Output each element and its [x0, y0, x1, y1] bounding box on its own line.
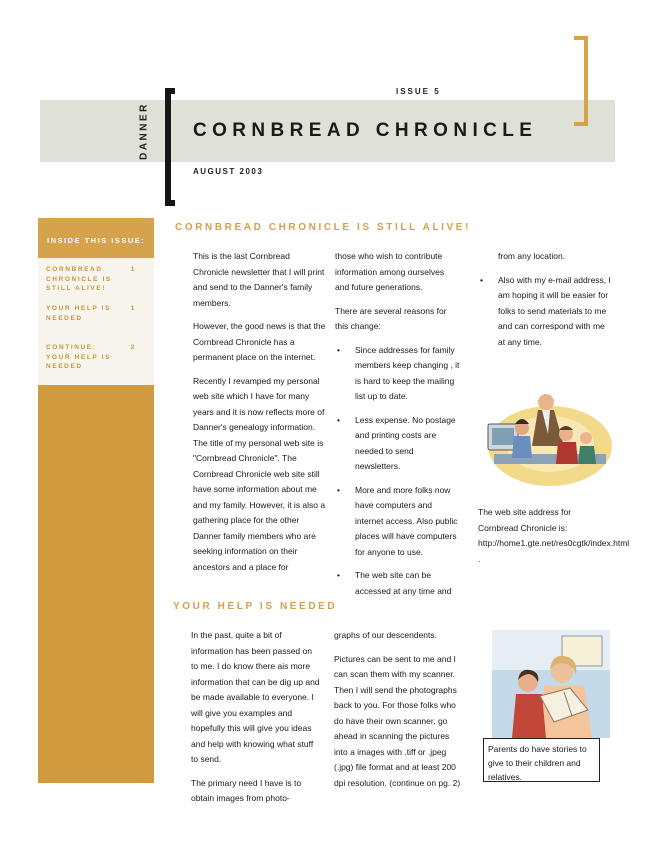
toc-item-label: CONTINUE: YOUR HELP IS NEEDED [46, 344, 111, 370]
article-heading: CORNBREAD CHRONICLE IS STILL ALIVE! [175, 222, 472, 233]
article2-column-1 [191, 628, 321, 815]
list-item: • The web site can be accessed at any time and [335, 568, 460, 599]
sidebar-color-block [38, 385, 154, 783]
family-computer-illustration [486, 384, 614, 492]
list-item: • Since addresses for family members keep changing , it is hard to keep the mailing list up to date. [335, 343, 460, 405]
reasons-list [335, 343, 460, 600]
paragraph: from any location. [498, 251, 566, 261]
family-name-vertical: DANNER [138, 102, 150, 160]
paragraph: The web site address for Cornbread Chronicle is: http://home1.gte.net/res0cgtk/index.html . [478, 507, 630, 564]
article-heading: YOUR HELP IS NEEDED [173, 601, 338, 612]
paragraph: However, the good news is that the Cornbread Chronicle has a permanent place on the internet. [193, 321, 326, 362]
list-item: • Less expense. No postage and printing costs are needed to send newsletters. [335, 413, 460, 475]
left-bracket-ornament [165, 88, 175, 206]
sidebar-heading: INSIDE THIS ISSUE: [38, 218, 154, 258]
paragraph: Pictures can be sent to me and I can scan them with my scanner. Then I will send the photographs back to you. For those folks who do have their own scanner, go ahead in scanning the pictures into a images with .tiff or .jpeg (.jpg) file format and at least 200 dpi resolution. (continue on pg. 2) [334, 653, 461, 788]
newsletter-title: CORNBREAD CHRONICLE [193, 120, 538, 141]
toc-item[interactable] [46, 304, 146, 323]
toc-item-page: 1 [130, 266, 136, 273]
toc-item[interactable] [46, 265, 146, 294]
list-item: • More and more folks now have computers and internet access. Also public places will have computers for anyone to use. [335, 483, 460, 561]
article1-column-3 [478, 249, 613, 358]
toc-item-label: YOUR HELP IS NEEDED [46, 305, 111, 322]
paragraph: In the past, quite a bit of information has been passed on to me. I do know there ais more information that can be dig up and be made available to everyone. I will give you examples and hopefully this will give you ideas and help with knowing what stuff to send. [191, 630, 320, 764]
list-item: • Also with my e-mail address, I am hoping it will be easier for folks to send materials to me and can correspond with me at any time. [478, 273, 613, 351]
toc-item-page: 1 [130, 305, 136, 312]
image-caption: Parents do have stories to give to their children and relatives. [483, 738, 600, 782]
parent-reading-illustration [492, 630, 610, 738]
web-address-note [478, 505, 630, 575]
article1-column-1 [193, 249, 328, 583]
right-bracket-ornament [574, 36, 588, 126]
paragraph: There are several reasons for this change: [335, 305, 447, 331]
article1-column-2 [335, 249, 460, 607]
reasons-list-cont [478, 273, 613, 351]
paragraph: graphs of our descendents. [334, 630, 438, 640]
issue-date: AUGUST 2003 [193, 167, 264, 176]
paragraph: This is the last Cornbread Chronicle newsletter that I will print and send to the Danner's family members. [193, 251, 325, 308]
article2-column-2 [334, 628, 464, 799]
toc-item-label: CORNBREAD CHRONICLE IS STILL ALIVE! [46, 266, 112, 292]
toc-item[interactable] [46, 343, 146, 372]
paragraph: those who wish to contribute information among ourselves and future generations. [335, 251, 445, 292]
paragraph: The primary need I have is to obtain images from photo- [191, 777, 302, 803]
paragraph: Recently I revamped my personal web site which I have for many years and it is now reflects more of Danner's genealogy information. The title of my personal web site is "Cornbread Chronicle". The Cornbread Chronicle web site still have some information about me and my family. However, it is also a gathering place for the other Danner family members who are seeking information on their ancestors and a place for [193, 375, 326, 572]
toc-item-page: 2 [130, 344, 136, 351]
issue-number: ISSUE 5 [396, 87, 441, 96]
